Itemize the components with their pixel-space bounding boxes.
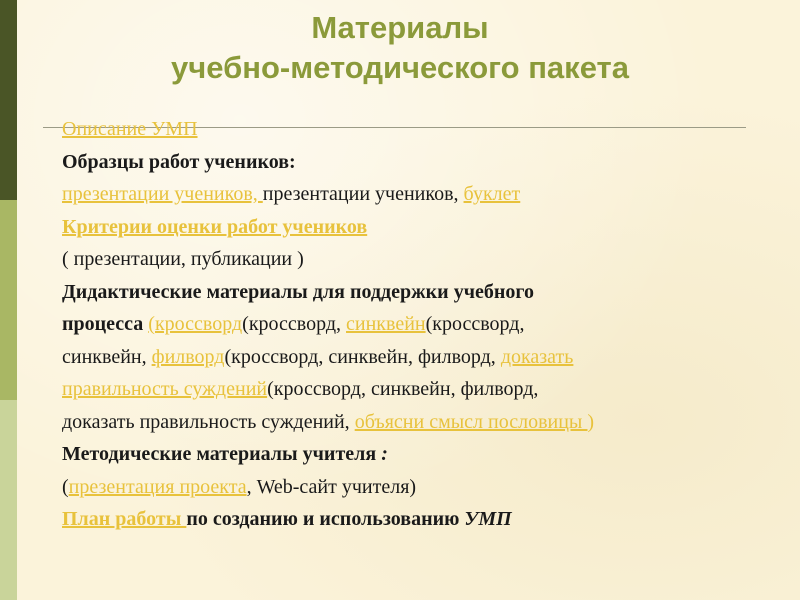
sidebar-stripe-light [0,400,17,600]
text-colon: : [381,443,388,465]
link-crossword[interactable]: (кроссворд [148,313,243,335]
text-didactic-1a: (кроссворд, [242,313,347,335]
link-student-presentations[interactable]: презентации учеников, [62,183,263,205]
line-description [62,113,762,146]
text-paren-open: ( [62,475,69,498]
text-ump: УМП [464,508,512,530]
line-work-plan [62,503,762,536]
title-line-2: учебно-методического пакета [171,50,629,85]
line-didactic-3 [62,373,762,406]
slide-body [62,113,762,536]
link-filword[interactable]: филворд [151,345,225,368]
link-correctness-of-judgments[interactable]: правильность суждений [62,378,268,400]
line-didactic-2 [62,341,762,374]
slide-title [40,8,760,88]
link-booklet[interactable]: буклет [463,183,521,205]
heading-teacher-materials: Методические материалы учителя [62,443,382,465]
link-criteria[interactable]: Критерии оценки работ учеников [62,215,368,238]
line-didactic-1 [62,308,762,341]
link-project-presentation[interactable]: презентация проекта [68,475,247,498]
heading-didactic-materials: Дидактические материалы для поддержки учебного [62,280,534,303]
link-work-plan[interactable]: План работы [62,508,187,530]
link-proverb-meaning[interactable]: объясни смысл пословицы ) [354,410,595,433]
heading-student-samples: Образцы работ учеников: [62,150,296,173]
text-didactic-2a: синквейн, [62,345,152,368]
line-project-presentation [62,471,762,504]
link-description-ump[interactable]: Описание УМП [62,118,198,140]
text-criteria-types: ( презентации, публикации ) [62,248,304,270]
text-website: , Web-сайт учителя) [246,475,417,498]
sidebar-stripe-dark [0,0,17,200]
line-teacher-materials [62,438,762,471]
text-work-plan: по созданию и использованию [186,508,465,530]
link-prove[interactable]: доказать [500,345,574,368]
text-process: процесса [62,313,149,335]
line-criteria [62,211,762,244]
text-didactic-3: (кроссворд, синквейн, филворд, [267,378,539,400]
line-didactic-4 [62,406,762,439]
text-didactic-1b: (кроссворд, [425,313,525,335]
text-didactic-4: доказать правильность суждений, [62,410,355,433]
title-line-1: Материалы [311,10,489,45]
line-student-presentations [62,178,762,211]
text-student-presentations: презентации учеников, [262,183,464,205]
link-sinkwein[interactable]: синквейн [346,313,426,335]
sidebar-stripe-mid [0,200,17,400]
text-didactic-2b: (кроссворд, синквейн, филворд, [224,345,501,368]
